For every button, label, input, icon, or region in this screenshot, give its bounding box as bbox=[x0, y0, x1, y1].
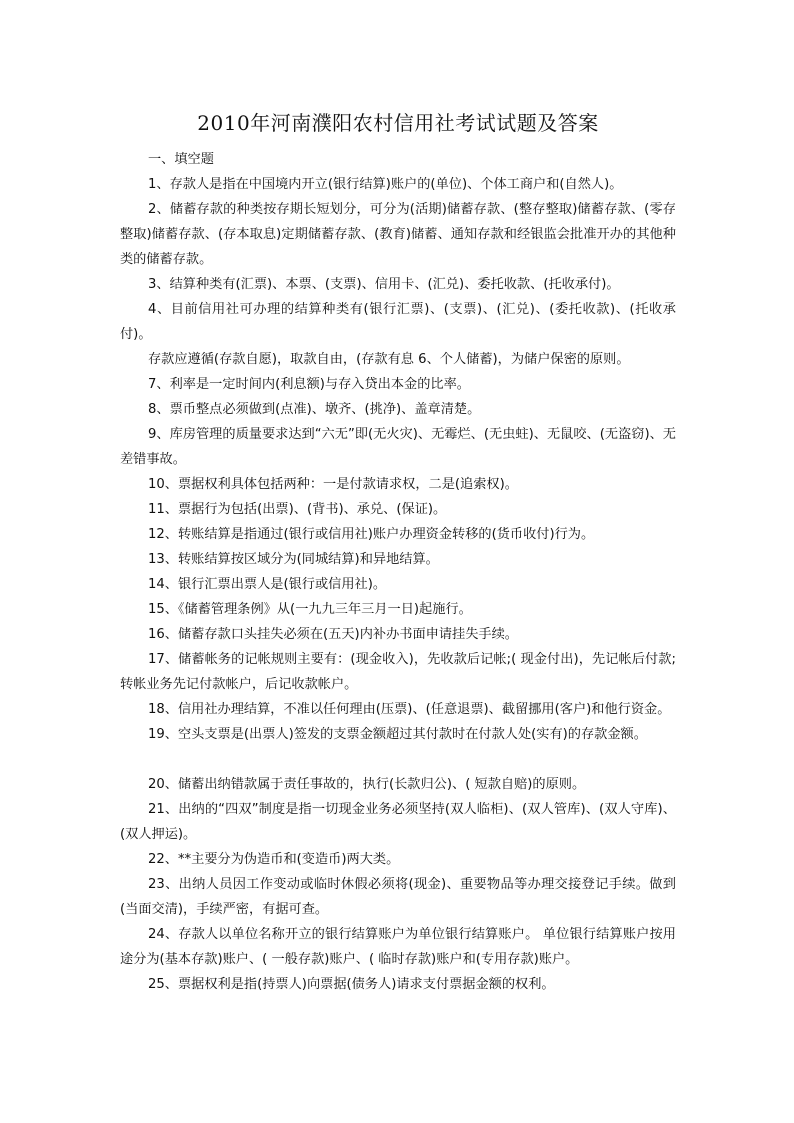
question-12: 12、转账结算是指通过(银行或信用社)账户办理资金转移的(货币收付)行为。 bbox=[148, 527, 595, 542]
document-title: 2010年河南濮阳农村信用社考试试题及答案 bbox=[197, 111, 599, 135]
question-5-6: 存款应遵循(存款自愿)，取款自由，(存款有息 6、个人储蓄)，为储户保密的原则。 bbox=[148, 352, 630, 367]
question-17: 17、储蓄帐务的记帐规则主要有：(现金收入)，先收款后记帐;( 现金付出)，先记帐后付款;转帐业务先记付款帐户，后记收款帐户。 bbox=[120, 652, 676, 692]
question-25: 25、票据权利是指(持票人)向票据(债务人)请求支付票据金额的权利。 bbox=[148, 977, 555, 992]
question-20: 20、储蓄出纳错款属于责任事故的，执行(长款归公)、( 短款自赔)的原则。 bbox=[148, 777, 586, 792]
question-7: 7、利率是一定时间内(利息额)与存入贷出本金的比率。 bbox=[148, 377, 470, 392]
document-body bbox=[120, 147, 676, 997]
question-24: 24、存款人以单位名称开立的银行结算账户为单位银行结算账户。 单位银行结算账户按用途分为(基本存款)账户、( 一般存款)账户、( 临时存款)账户和(专用存款)账户。 bbox=[120, 927, 676, 967]
question-23: 23、出纳人员因工作变动或临时休假必须将(现金)、重要物品等办理交接登记手续。做到(当面交清)，手续严密，有据可查。 bbox=[120, 877, 676, 917]
question-21: 21、出纳的“四双”制度是指一切现金业务必须坚持(双人临柜)、(双人管库)、(双人守库)、(双人押运)。 bbox=[120, 802, 676, 842]
question-13: 13、转账结算按区域分为(同城结算)和异地结算。 bbox=[148, 552, 439, 567]
question-9: 9、库房管理的质量要求达到“六无”即(无火灾)、无霉烂、(无虫蛀)、无鼠咬、(无盗窃)、无差错事故。 bbox=[120, 427, 676, 467]
question-16: 16、储蓄存款口头挂失必须在(五天)内补办书面申请挂失手续。 bbox=[148, 627, 518, 642]
question-3: 3、结算种类有(汇票)、本票、(支票)、信用卡、(汇兑)、委托收款、(托收承付)。 bbox=[148, 277, 620, 292]
question-8: 8、票币整点必须做到(点准)、墩齐、(挑净)、盖章清楚。 bbox=[148, 402, 481, 417]
section-heading: 一、填空题 bbox=[148, 152, 214, 167]
question-22: 22、**主要分为伪造币和(变造币)两大类。 bbox=[148, 852, 400, 867]
question-11: 11、票据行为包括(出票)、(背书)、承兑、(保证)。 bbox=[148, 502, 447, 517]
blank-line bbox=[120, 747, 676, 772]
question-10: 10、票据权利具体包括两种：一是付款请求权，二是(追索权)。 bbox=[148, 477, 518, 492]
question-4: 4、目前信用社可办理的结算种类有(银行汇票)、(支票)、(汇兑)、(委托收款)、(托收承付)。 bbox=[120, 302, 676, 342]
question-2: 2、储蓄存款的种类按存期长短划分，可分为(活期)储蓄存款、(整存整取)储蓄存款、(零存整取)储蓄存款、(存本取息)定期储蓄存款、(教育)储蓄、通知存款和经银监会批准开办的其他种类的储蓄存款。 bbox=[120, 202, 676, 267]
question-19: 19、空头支票是(出票人)签发的支票金额超过其付款时在付款人处(实有)的存款金额。 bbox=[148, 727, 647, 742]
question-15: 15、《储蓄管理条例》从(一九九三年三月一日)起施行。 bbox=[148, 602, 472, 617]
question-1: 1、存款人是指在中国境内开立(银行结算)账户的(单位)、个体工商户和(自然人)。 bbox=[148, 177, 623, 192]
question-14: 14、银行汇票出票人是(银行或信用社)。 bbox=[148, 577, 387, 592]
question-18: 18、信用社办理结算，不准以任何理由(压票)、(任意退票)、截留挪用(客户)和他行资金。 bbox=[148, 702, 671, 717]
